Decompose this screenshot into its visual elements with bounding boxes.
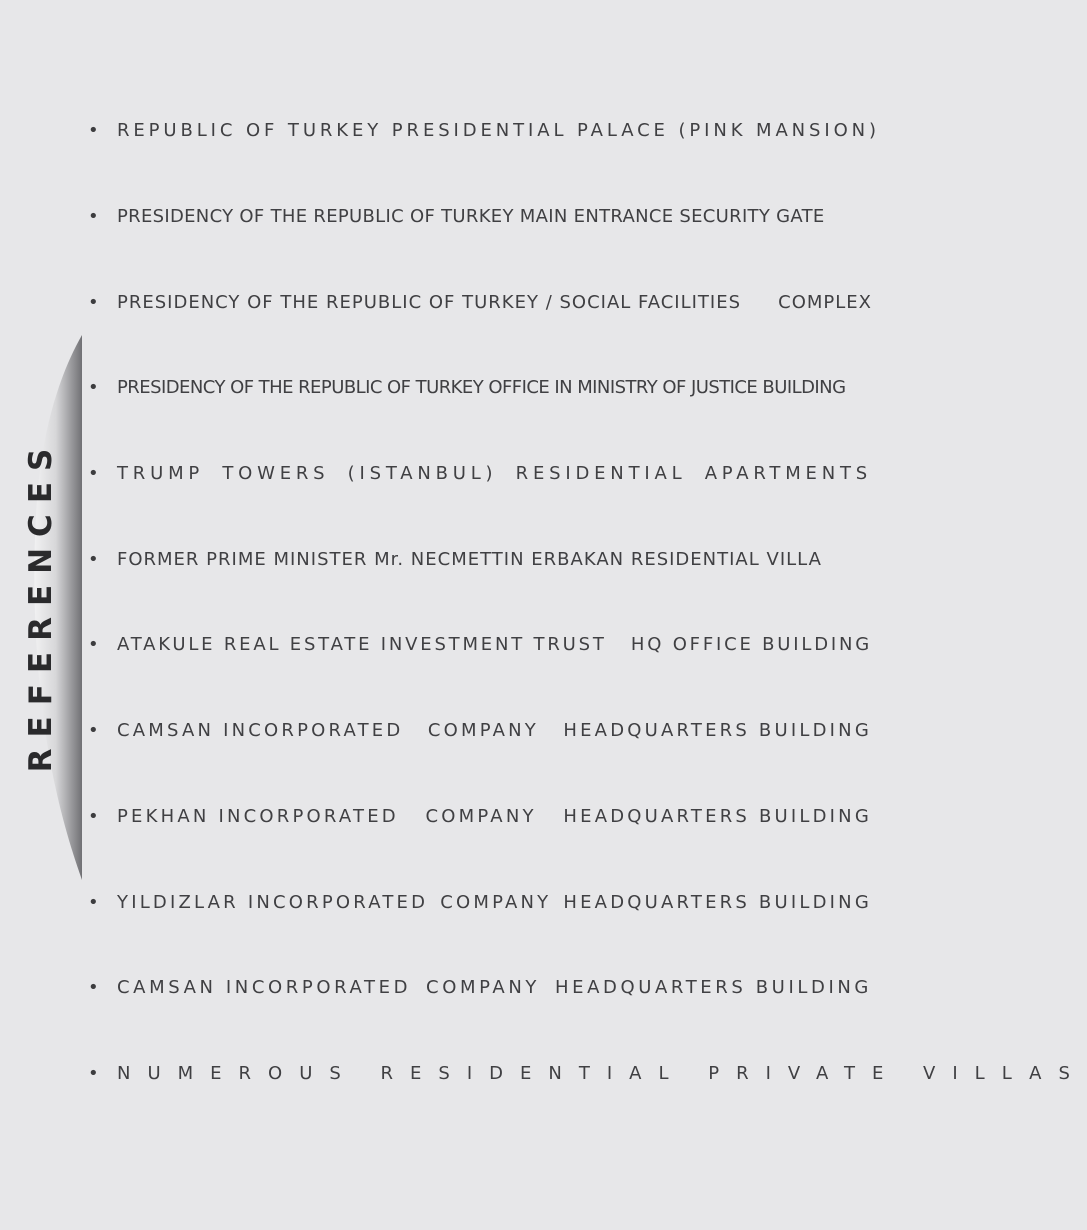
reference-item: [88, 372, 872, 404]
reference-text: [117, 979, 872, 997]
reference-part: HEADQUARTERS BUILDING: [554, 977, 872, 998]
reference-part: APARTMENTS: [704, 463, 872, 484]
reference-text: [117, 120, 880, 141]
reference-text: [117, 1063, 1087, 1084]
reference-text: [117, 894, 872, 912]
reference-part: REPUBLIC OF TURKEY PRESIDENTIAL PALACE (PINK MANSION): [117, 120, 880, 141]
reference-text: [117, 551, 872, 569]
reference-part: FORMER PRIME MINISTER Mr. NECMETTIN ERBAKAN RESIDENTIAL VILLA: [117, 549, 822, 570]
bullet-icon: •: [88, 549, 99, 570]
bullet-icon: •: [88, 206, 99, 227]
reference-item: [88, 715, 872, 747]
reference-part: HEADQUARTERS BUILDING: [563, 720, 872, 741]
reference-text: [117, 208, 872, 226]
reference-part: PRESIDENCY OF THE REPUBLIC OF TURKEY OFFICE IN MINISTRY OF JUSTICE BUILDING: [117, 377, 846, 398]
reference-part: CAMSAN INCORPORATED: [117, 977, 412, 998]
reference-text: [117, 379, 872, 397]
reference-part: TOWERS: [222, 463, 330, 484]
bullet-icon: •: [88, 292, 99, 313]
reference-item: [88, 201, 872, 233]
reference-item: [88, 115, 880, 147]
reference-item: [88, 1058, 1087, 1090]
reference-part: CAMSAN INCORPORATED: [117, 720, 404, 741]
bullet-icon: •: [88, 1063, 99, 1084]
reference-part: PRESIDENCY OF THE REPUBLIC OF TURKEY MAIN ENTRANCE SECURITY GATE: [117, 206, 825, 227]
reference-item: [88, 544, 872, 576]
reference-part: TRUMP: [117, 463, 205, 484]
reference-part: HQ OFFICE BUILDING: [630, 634, 872, 655]
reference-part: ATAKULE REAL ESTATE INVESTMENT TRUST: [117, 634, 607, 655]
bullet-icon: •: [88, 977, 99, 998]
reference-text: [117, 808, 872, 826]
reference-item: [88, 887, 872, 919]
reference-part: COMPANY: [440, 892, 552, 913]
reference-part: COMPANY: [427, 720, 539, 741]
reference-part: PRESIDENCY OF THE REPUBLIC OF TURKEY / SOCIAL FACILITIES: [117, 292, 742, 313]
reference-part: PEKHAN INCORPORATED: [117, 806, 399, 827]
reference-part: NUMEROUS RESIDENTIAL PRIVATE VILLAS: [117, 1063, 1087, 1084]
reference-text: [117, 636, 872, 654]
reference-part: YILDIZLAR INCORPORATED: [117, 892, 429, 913]
reference-part: (ISTANBUL): [347, 463, 498, 484]
reference-part: COMPLEX: [778, 292, 872, 313]
references-heading: REFERENCES: [23, 437, 59, 773]
reference-part: COMPANY: [426, 977, 540, 998]
bullet-icon: •: [88, 377, 99, 398]
bullet-icon: •: [88, 806, 99, 827]
reference-part: COMPANY: [425, 806, 537, 827]
reference-part: RESIDENTIAL: [515, 463, 687, 484]
reference-text: [117, 722, 872, 740]
bullet-icon: •: [88, 892, 99, 913]
bullet-icon: •: [88, 634, 99, 655]
bullet-icon: •: [88, 120, 99, 141]
reference-item: [88, 972, 872, 1004]
reference-part: HEADQUARTERS BUILDING: [563, 806, 872, 827]
reference-item: [88, 458, 872, 490]
reference-text: [117, 465, 872, 483]
reference-item: [88, 629, 872, 661]
reference-item: [88, 801, 872, 833]
reference-item: [88, 287, 872, 319]
bullet-icon: •: [88, 720, 99, 741]
reference-text: [117, 294, 872, 312]
reference-part: HEADQUARTERS BUILDING: [563, 892, 872, 913]
bullet-icon: •: [88, 463, 99, 484]
